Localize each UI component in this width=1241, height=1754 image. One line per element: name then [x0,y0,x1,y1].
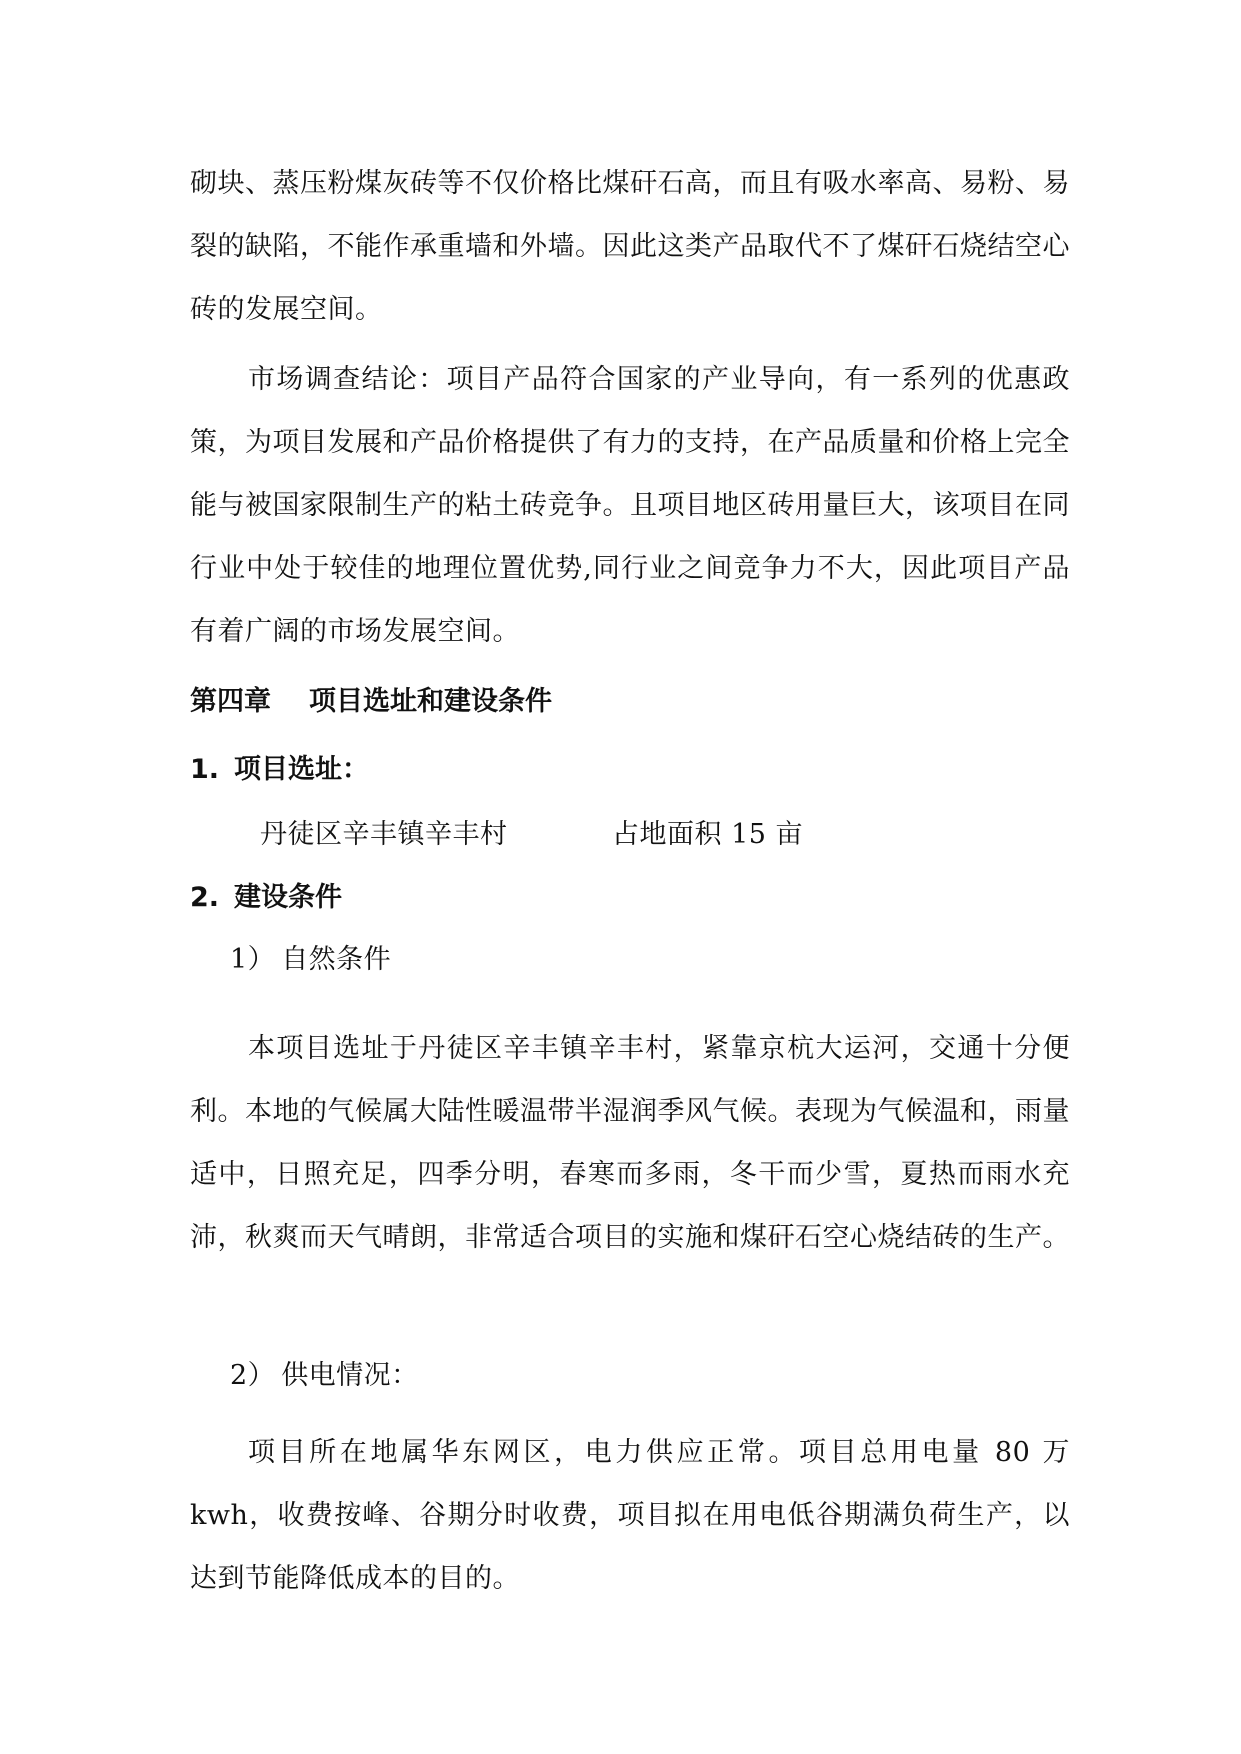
chapter-title: 项目选址和建设条件 [309,686,552,717]
paragraph-product-comparison: 砌块、蒸压粉煤灰砖等不仅价格比煤矸石高，而且有吸水率高、易粉、易裂的缺陷，不能作承重墙和外墙。因此这类产品取代不了煤矸石烧结空心砖的发展空间。 [190,168,1070,325]
site-location: 丹徒区辛丰镇辛丰村 [260,819,508,850]
paragraph-power-supply: 项目所在地属华东网区，电力供应正常。项目总用电量 80 万 kwh，收费按峰、谷期分时收费，项目拟在用电低谷期满负荷生产，以达到节能降低成本的目的。 [190,1437,1070,1594]
paragraph-natural-conditions: 本项目选址于丹徒区辛丰镇辛丰村，紧靠京杭大运河，交通十分便利。本地的气候属大陆性暖温带半湿润季风气候。表现为气候温和，雨量适中，日照充足，四季分明，春寒而多雨，冬干而少雪，夏热而雨水充沛，秋爽而天气晴朗，非常适合项目的实施和煤矸石空心烧结砖的生产。 [190,1033,1070,1253]
section-number: 2. [190,882,220,913]
section-number: 1. [190,754,220,785]
section-heading-site [190,750,369,790]
section-title: 项目选址： [234,754,369,785]
chapter-number: 第四章 [190,686,271,717]
section-title: 建设条件 [234,882,342,913]
subsection-number: 2） [230,1360,276,1391]
chapter-heading [190,682,552,722]
subsection-title: 供电情况： [281,1360,419,1391]
subsection-title: 自然条件 [281,944,392,975]
paragraph-market-conclusion: 市场调查结论：项目产品符合国家的产业导向，有一系列的优惠政策，为项目发展和产品价格提供了有力的支持，在产品质量和价格上完全能与被国家限制生产的粘土砖竞争。且项目地区砖用量巨大，该项目在同行业中处于较佳的地理位置优势,同行业之间竞争力不大，因此项目产品有着广阔的市场发展空间。 [190,364,1070,647]
subsection-heading-power [230,1356,419,1396]
subsection-number: 1） [230,944,276,975]
site-area: 占地面积 15 亩 [612,819,804,850]
section-heading-conditions [190,878,342,918]
subsection-heading-natural [230,940,391,980]
